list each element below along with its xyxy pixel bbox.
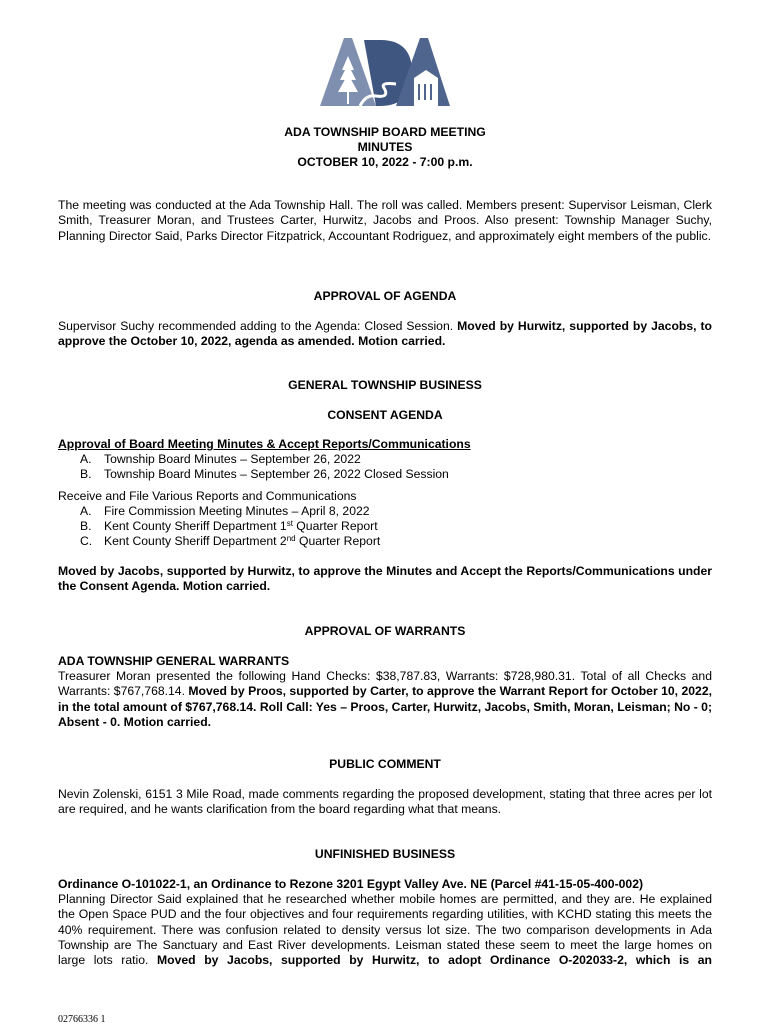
item-text: Township Board Minutes – September 26, 2022: [104, 452, 361, 466]
intro-paragraph: The meeting was conducted at the Ada Township Hall. The roll was called. Members present: Supervisor Leisman, Clerk Smith, Treasurer Moran, and Trustees Carter, Hurwitz, Jacobs and Proos. Also present: Township Manager Suchy, Planning Director Said, Parks Director Fitzpatrick, Accountant Rodriguez, and approximately eight members of the public.: [58, 198, 712, 243]
meeting-title: ADA TOWNSHIP BOARD MEETING: [284, 125, 486, 139]
ordinance-title: Ordinance O-101022-1, an Ordinance to Rezone 3201 Egypt Valley Ave. NE (Parcel #41-15-05-400-002): [58, 877, 644, 891]
item-superscript: nd: [286, 534, 296, 543]
item-letter: A.: [80, 452, 92, 466]
item-letter: C.: [80, 534, 93, 548]
unfinished-motion: Moved by Jacobs, supported by Hurwitz, to adopt Ordinance O-202033-2, which is an: [157, 953, 713, 968]
item-text: Kent County Sheriff Department 1: [104, 519, 287, 533]
agenda-text: Supervisor Suchy recommended adding to the Agenda: Closed Session.: [58, 319, 458, 333]
warrants-text: Treasurer Moran presented the following Hand Checks: $38,787.83, Warrants: $728,980.31. Total of all Checks and Warrants: $767,768.14.: [58, 669, 712, 699]
list-item: [80, 519, 380, 534]
agenda-heading: APPROVAL OF AGENDA: [313, 289, 457, 303]
consent-heading: CONSENT AGENDA: [327, 408, 443, 422]
agenda-motion: Moved by Hurwitz, supported by Jacobs, to approve the October 10, 2022, agenda as amended. Motion carried.: [58, 319, 712, 349]
list-item: [80, 452, 449, 467]
item-letter: B.: [80, 467, 92, 481]
meeting-subtitle: MINUTES: [357, 140, 413, 154]
list-item: [80, 504, 380, 519]
public-comment-heading: PUBLIC COMMENT: [329, 757, 441, 771]
agenda-paragraph: [58, 319, 712, 350]
consent-motion: Moved by Jacobs, supported by Hurwitz, to approve the Minutes and Accept the Reports/Communications under the Consent Agenda. Motion carried.: [58, 564, 712, 594]
warrants-heading: APPROVAL OF WARRANTS: [304, 624, 466, 638]
unfinished-paragraph: [58, 892, 712, 968]
item-text: Fire Commission Meeting Minutes – April 8, 2022: [104, 504, 370, 518]
reports-heading: Receive and File Various Reports and Communications: [58, 489, 357, 503]
meeting-date: OCTOBER 10, 2022 - 7:00 p.m.: [297, 155, 473, 169]
warrants-motion: Moved by Proos, supported by Carter, to approve the Warrant Report for October 10, 2022, in the total amount of $767,768.14. Roll Call: Yes – Proos, Carter, Hurwitz, Jacobs, Smith, Moran, Leisman; No - 0; Absent - 0. Motion carried.: [58, 684, 712, 729]
minutes-list: [80, 452, 449, 482]
document-number: 02766336 1: [58, 1014, 106, 1025]
warrants-paragraph: [58, 669, 712, 730]
unfinished-text: Planning Director Said explained that he researched whether mobile homes are permitted, and they are. He explained the Open Space PUD and the four objectives and four requirements regarding utilities, with KCHD stating this meets the 40% requirement. There was confusion related to density versus lot size. The two comparison developments in Ada Township are The Sanctuary and East River developments. Leisman stated these seem to meet the large homes on large lots ratio.: [58, 892, 712, 968]
item-letter: A.: [80, 504, 92, 518]
public-comment-paragraph: Nevin Zolenski, 6151 3 Mile Road, made comments regarding the proposed development, stating that three acres per lot are required, and he wants clarification from the board regarding what that means.: [58, 787, 712, 817]
ada-township-logo: [318, 34, 452, 108]
item-text-suffix: Quarter Report: [295, 534, 381, 548]
item-superscript: st: [286, 519, 293, 528]
item-letter: B.: [80, 519, 92, 533]
list-item: [80, 534, 380, 549]
minutes-heading: Approval of Board Meeting Minutes & Accept Reports/Communications: [58, 437, 471, 451]
warrants-subheading: ADA TOWNSHIP GENERAL WARRANTS: [58, 654, 290, 668]
item-text: Kent County Sheriff Department 2: [104, 534, 287, 548]
reports-list: [80, 504, 380, 549]
item-text-suffix: Quarter Report: [292, 519, 378, 533]
unfinished-heading: UNFINISHED BUSINESS: [314, 847, 456, 861]
item-text: Township Board Minutes – September 26, 2022 Closed Session: [104, 467, 449, 481]
list-item: [80, 467, 449, 482]
business-heading: GENERAL TOWNSHIP BUSINESS: [288, 378, 482, 392]
